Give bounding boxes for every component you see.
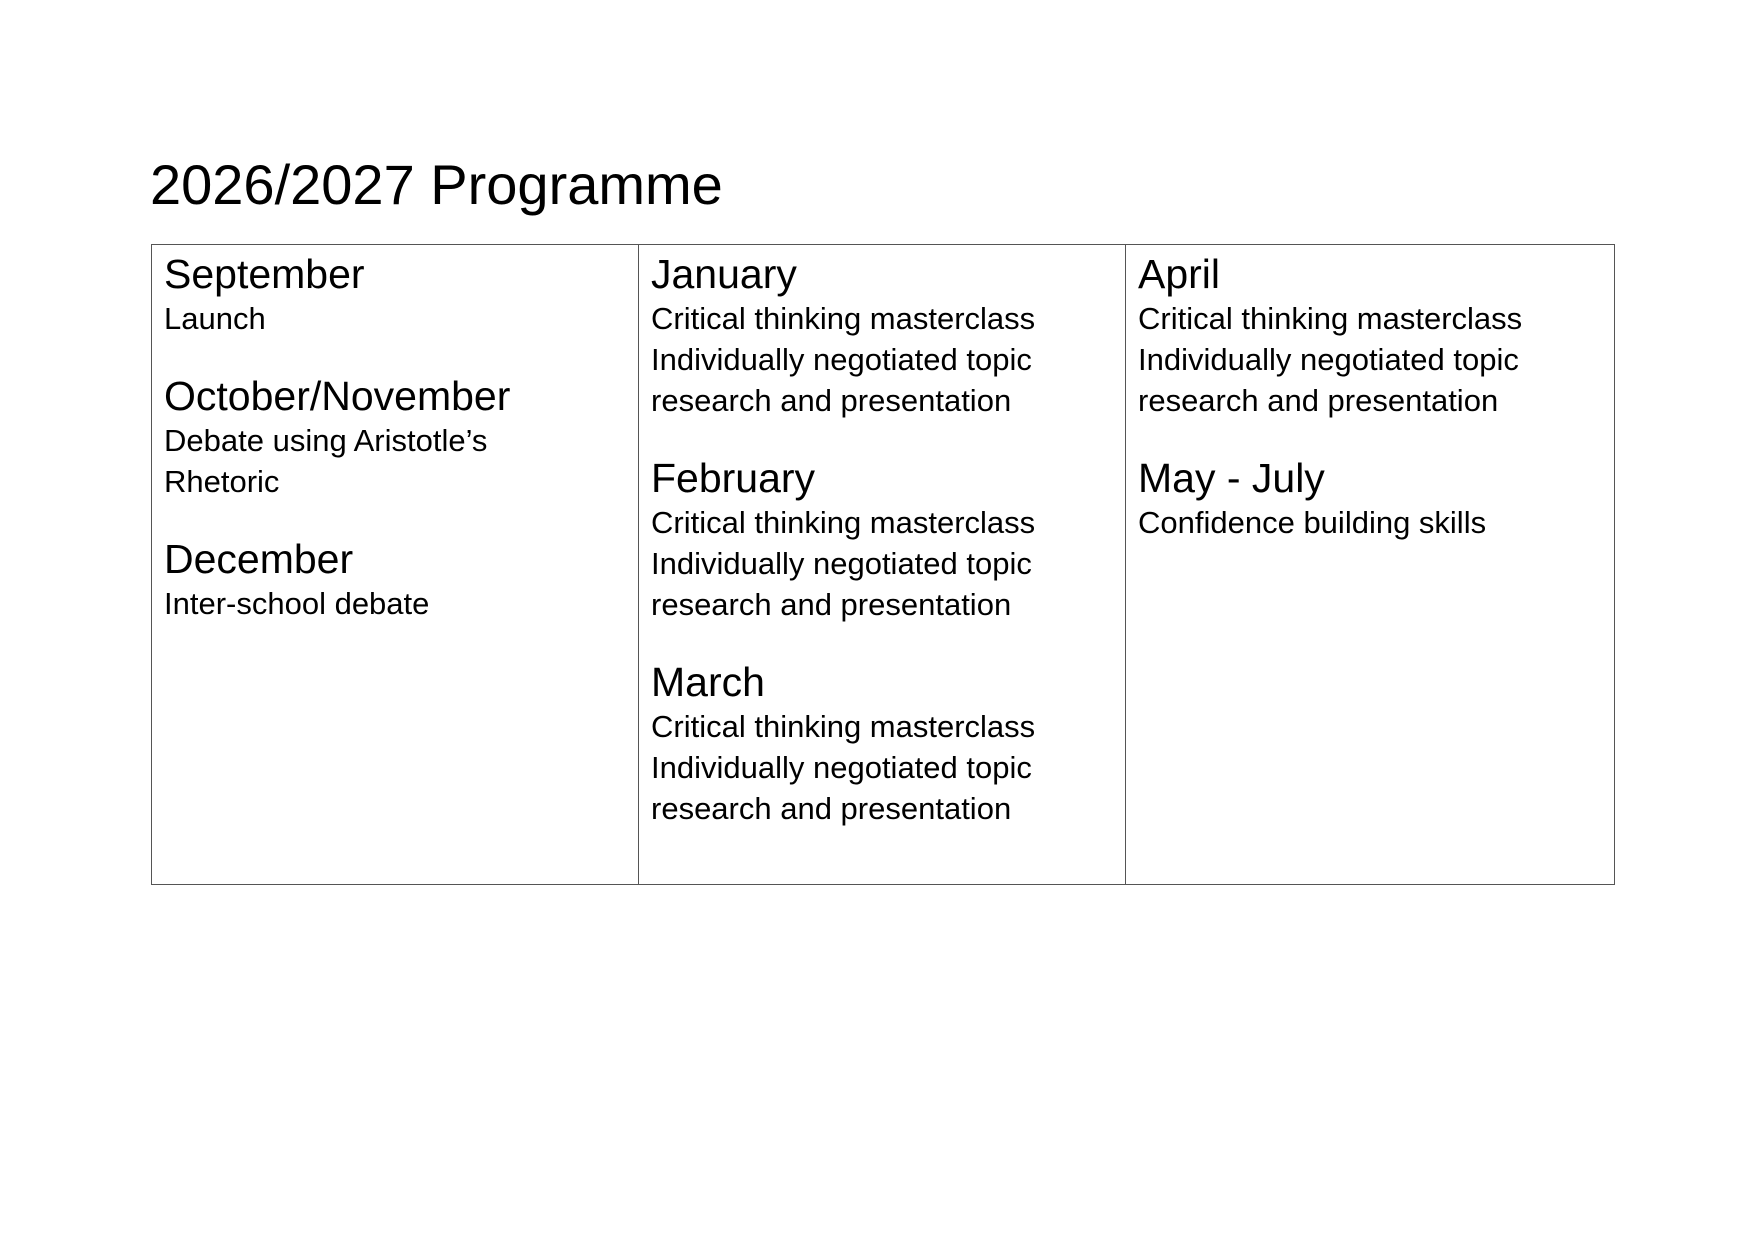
- activity-line: Rhetoric: [164, 464, 280, 499]
- activity-line: Individually negotiated topic: [1138, 342, 1519, 377]
- programme-table: [151, 244, 1615, 885]
- period-heading: February: [651, 455, 816, 501]
- period-heading: December: [164, 536, 354, 582]
- activity-line: Confidence building skills: [1138, 505, 1487, 540]
- table-column-autumn: [152, 245, 639, 884]
- activity-line: Critical thinking masterclass: [1138, 301, 1523, 336]
- activity-line: Critical thinking masterclass: [651, 301, 1036, 336]
- activity-line: research and presentation: [1138, 383, 1499, 418]
- period-may-july: [1138, 455, 1614, 543]
- activity-line: research and presentation: [651, 383, 1012, 418]
- period-december: [164, 536, 638, 624]
- period-october-november: [164, 373, 638, 502]
- activity-line: research and presentation: [651, 791, 1012, 826]
- activity-line: Debate using Aristotle’s: [164, 423, 488, 458]
- period-heading: September: [164, 251, 365, 297]
- activity-line: Individually negotiated topic: [651, 750, 1032, 785]
- activity-line: Critical thinking masterclass: [651, 505, 1036, 540]
- period-heading: May - July: [1138, 455, 1325, 501]
- activity-line: Launch: [164, 301, 266, 336]
- activity-line: Individually negotiated topic: [651, 342, 1032, 377]
- period-february: [651, 455, 1125, 625]
- period-september: [164, 251, 638, 339]
- period-heading: April: [1138, 251, 1221, 297]
- activity-line: research and presentation: [651, 587, 1012, 622]
- period-heading: January: [651, 251, 797, 297]
- activity-line: Inter-school debate: [164, 586, 430, 621]
- period-april: [1138, 251, 1614, 421]
- table-column-spring-summer: [1126, 245, 1614, 884]
- period-heading: October/November: [164, 373, 511, 419]
- activity-line: Individually negotiated topic: [651, 546, 1032, 581]
- period-march: [651, 659, 1125, 829]
- period-heading: March: [651, 659, 765, 705]
- period-january: [651, 251, 1125, 421]
- activity-line: Critical thinking masterclass: [651, 709, 1036, 744]
- page-title: 2026/2027 Programme: [150, 153, 723, 216]
- table-column-winter: [639, 245, 1126, 884]
